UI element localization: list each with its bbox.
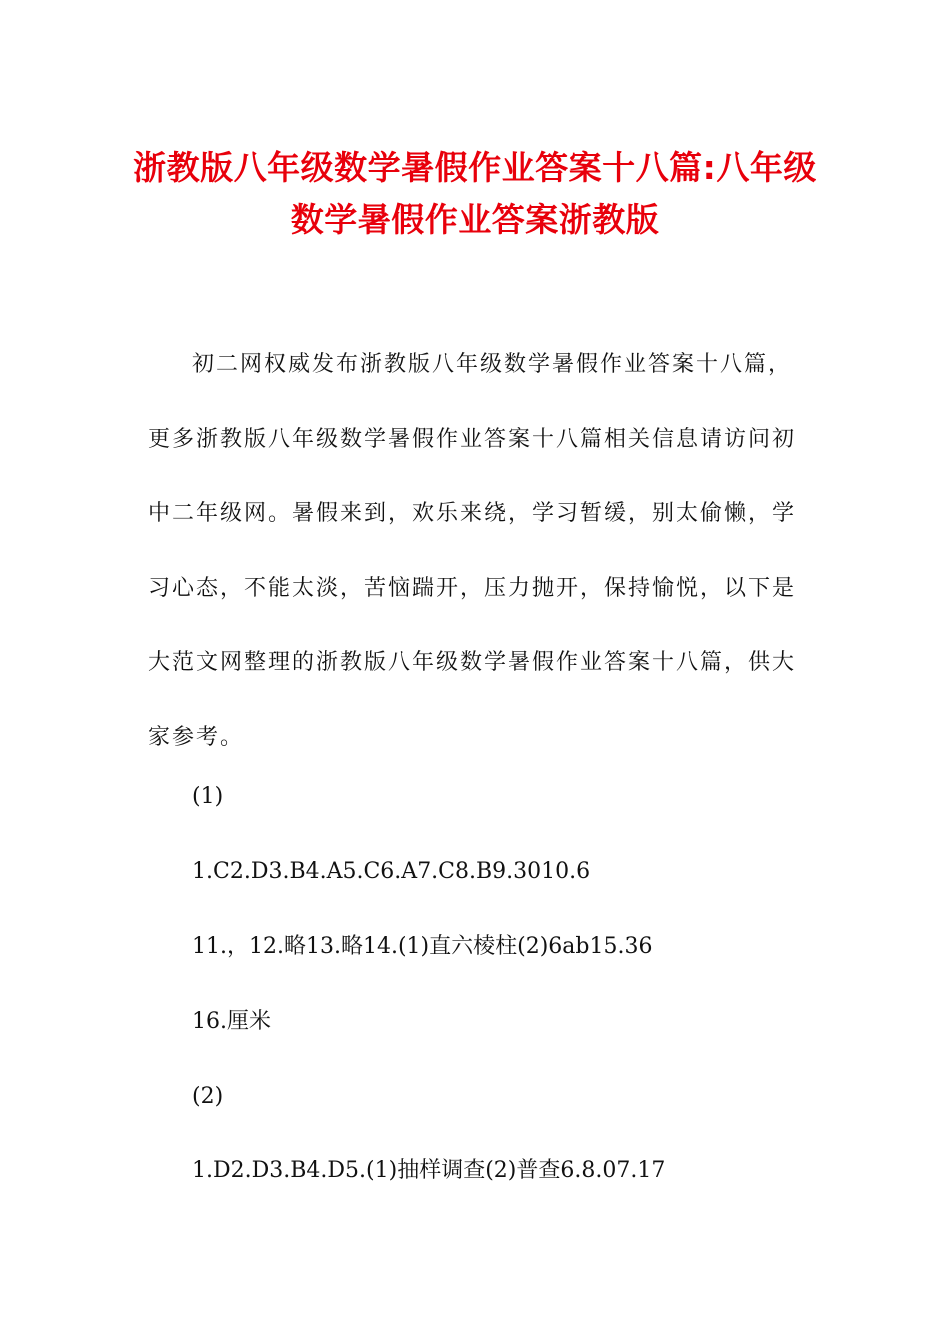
answer-line: 1.D2.D3.B4.D5.(1)抽样调查(2)普查6.8.07.17 [192,1158,666,1183]
answer-line: 1.C2.D3.B4.A5.C6.A7.C8.B9.3010.6 [192,859,591,884]
intro-paragraph: 初二网权威发布浙教版八年级数学暑假作业答案十八篇，更多浙教版八年级数学暑假作业答案十八篇相关信息请访问初中二年级网。暑假来到，欢乐来绕，学习暂缓，别太偷懒，学习心态，不能太淡，苦恼踹开，压力抛开，保持愉悦，以下是大范文网整理的浙教版八年级数学暑假作业答案十八篇，供大家参考。 [148,352,797,750]
section-heading-2: (2) [192,1084,224,1109]
answer-line: 11.，12.略13.略14.(1)直六棱柱(2)6ab15.36 [192,934,653,959]
answer-line: 16.厘米 [192,1009,271,1034]
document-title: 浙教版八年级数学暑假作业答案十八篇:八年级数学暑假作业答案浙教版 [133,148,817,239]
section-heading-1: (1) [192,784,224,809]
